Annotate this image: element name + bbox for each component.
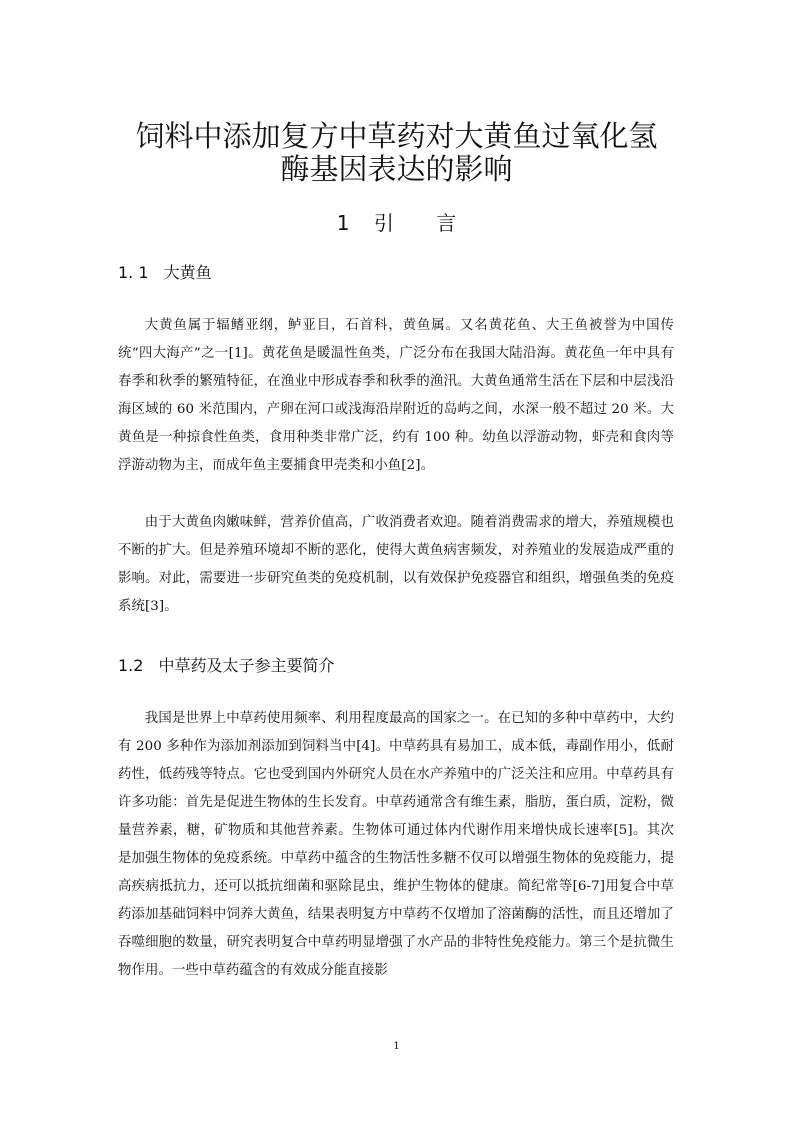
section-title: 大黄鱼 [163, 263, 212, 282]
paragraph: 由于大黄鱼肉嫩味鲜，营养价值高，广收消费者欢迎。随着消费需求的增大，养殖规模也不断的扩大。但是养殖环境却不断的恶化，使得大黄鱼病害频发，对养殖业的发展造成严重的影响。对此，需要进一步研究鱼类的免疫机制，以有效保护免疫器官和组织，增强鱼类的免疫系统[3]。 [118, 515, 674, 614]
section-number: 1.2 [118, 656, 144, 675]
title-line-2: 酶基因表达的影响 [280, 152, 513, 186]
chapter-word-2: 言 [436, 211, 457, 235]
title-line-1: 饲料中添加复方中草药对大黄鱼过氧化氢 [135, 119, 658, 153]
paragraph: 我国是世界上中草药使用频率、利用程度最高的国家之一。在已知的多种中草药中，大约有 200 多种作为添加剂添加到饲料当中[4]。中草药具有易加工，成本低，毒副作用小，低耐药性，低药残等特点。它也受到国内外研究人员在水产养殖中的广泛关注和应用。中草药具有许多功能：首先是促进生物体的生长发育。中草药通常含有维生素，脂肪，蛋白质，淀粉，微量营养素，糖，矿物质和其他营养素。生物体可通过体内代谢作用来增快成长速率[5]。其次是加强生物体的免疫系统。中草药中蕴含的生物活性多糖不仅可以增强生物体的免疫能力，提高疾病抵抗力，还可以抵抗细菌和驱除昆虫，维护生物体的健康。简纪常等[6-7]用复合中草药添加基础饲料中饲养大黄鱼，结果表明复方中草药不仅增加了溶菌酶的活性，而且还增加了吞噬细胞的数量，研究表明复合中草药明显增强了水产品的非特性免疫能力。第三个是抗微生物作用。一些中草药蕴含的有效成分能直接影 [118, 711, 674, 978]
chapter-heading [0, 209, 793, 237]
page-number: 1 [393, 1041, 400, 1052]
section-heading-1-2 [118, 655, 335, 677]
section-number: 1. 1 [118, 263, 149, 282]
chapter-number: 1 [336, 211, 350, 235]
section-heading-1-1 [118, 262, 212, 284]
chapter-word-1: 引 [373, 211, 394, 235]
paragraph: 大黄鱼属于辐鳍亚纲，鲈亚目，石首科，黄鱼属。又名黄花鱼、大王鱼被誉为中国传统“四大海产”之一[1]。黄花鱼是暖温性鱼类，广泛分布在我国大陆沿海。黄花鱼一年中具有春季和秋季的繁殖特征，在渔业中形成春季和秋季的渔汛。大黄鱼通常生活在下层和中层浅沿海区域的 60 米范围内，产卵在河口或浅海沿岸附近的岛屿之间，水深一般不超过 20 米。大黄鱼是一种掠食性鱼类，食用种类非常广泛，约有 100 种。幼鱼以浮游动物，虾壳和食肉等浮游动物为主，而成年鱼主要捕食甲壳类和小鱼[2]。 [118, 318, 674, 473]
document-title [0, 120, 793, 186]
section-title: 中草药及太子参主要简介 [158, 656, 335, 675]
